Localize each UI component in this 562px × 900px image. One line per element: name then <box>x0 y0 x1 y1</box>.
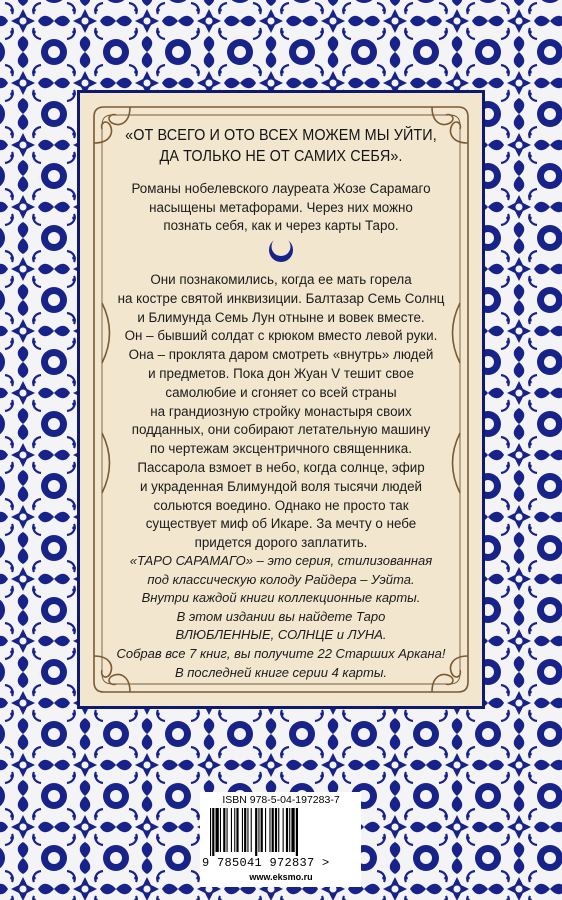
synopsis-line: Они познакомились, когда ее мать горела <box>150 272 412 287</box>
synopsis-paragraph <box>100 271 462 553</box>
synopsis-line: по чертежам эксцентричного священника. <box>150 441 412 457</box>
crescent-moon-icon <box>267 236 295 264</box>
barcode-digits: 9 785041 972837 > <box>202 856 330 870</box>
synopsis-line: сольются воедино. Однако не просто так <box>153 497 409 513</box>
series-note <box>100 552 462 682</box>
synopsis-line: и украденная Блимундой воля тысячи людей <box>139 478 423 494</box>
intro-line: Романы нобелевского лауреата Жозе Сарамаго <box>131 181 431 196</box>
quote-line: «ОТ ВСЕГО И ОТО ВСЕХ МОЖЕМ МЫ УЙТИ, <box>125 127 437 144</box>
quote-line: ДА ТОЛЬКО НЕ ОТ САМИХ СЕБЯ». <box>159 148 403 165</box>
barcode-graphic <box>208 808 354 856</box>
intro-line: познать себя, как и через карты Таро. <box>163 218 399 233</box>
series-line: ВЛЮБЛЕННЫЕ, СОЛНЦЕ и ЛУНА. <box>175 627 387 643</box>
series-line: «ТАРО САРАМАГО» – это серия, стилизованная <box>129 553 433 568</box>
series-line: В последней книге серии 4 карты. <box>174 664 388 680</box>
synopsis-line: на грандиозную стройку монастыря своих <box>150 403 412 419</box>
synopsis-line: Пассарола взмоет в небо, когда солнце, эфир <box>137 459 425 475</box>
synopsis-line: и предметов. Пока дон Жуан V тешит свое <box>148 365 414 381</box>
headline-quote <box>120 125 442 167</box>
synopsis-line: самолюбие и сгоняет со всей страны <box>165 384 397 400</box>
synopsis-line: и Блимунда Семь Лун отныне и вовек вместе. <box>137 309 425 325</box>
series-line: под классическую колоду Райдера – Уэйта. <box>147 571 415 587</box>
synopsis-line: существует миф об Икаре. За мечту о небе <box>145 516 417 532</box>
series-line: Внутри каждой книги коллекционные карты. <box>141 590 421 606</box>
synopsis-line: на костре святой инквизиции. Балтазар Семь Солнц <box>117 290 445 306</box>
synopsis-line: подданных, они собирают летательную машину <box>131 422 431 438</box>
intro-paragraph <box>108 180 454 236</box>
series-line: Собрав все 7 книг, вы получите 22 Старших Аркана! <box>116 645 446 661</box>
isbn-label: ISBN 978-5-04-197283-7 <box>222 794 340 806</box>
intro-line: насыщены метафорами. Через них можно <box>149 199 413 215</box>
synopsis-line: Она – проклята даром смотреть «внутрь» людей <box>128 347 434 363</box>
series-line: В этом издании вы найдете Таро <box>176 608 386 624</box>
synopsis-line: Он – бывший солдат с крюком вместо левой руки. <box>124 328 438 344</box>
publisher-website: www.eksmo.ru <box>249 872 313 882</box>
synopsis-line: придется дорого заплатить. <box>194 535 368 551</box>
